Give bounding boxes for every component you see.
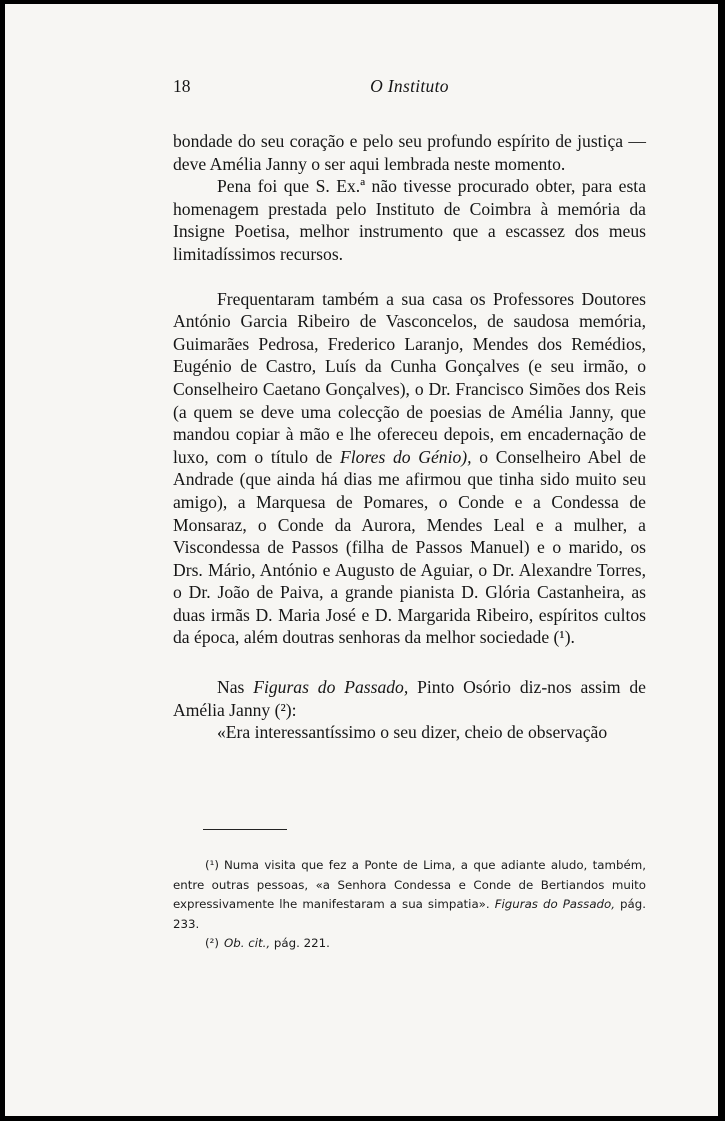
paragraph-3 <box>173 288 646 650</box>
footnote-1-title: Figuras do Passado, <box>494 897 616 911</box>
footnote-2-title: Ob. cit., <box>223 936 271 950</box>
footnote-1 <box>173 856 646 934</box>
paragraph-3-start: Frequentaram também a sua casa os Professores Doutores António Garcia Ribeiro de Vasconcelos, de saudosa memória, Guimarães Pedrosa, Frederico Laranjo, Mendes dos Remédios, Eugénio de Castro, Luís da Cunha Gonçalves (e seu irmão, o Conselheiro Caetano Gonçalves), o Dr. Francisco Simões dos Reis (a quem se deve uma colecção de poesias de Amélia Janny, que mandou copiar à mão e lhe ofereceu depois, em encadernação de luxo, com o título de <box>173 288 646 467</box>
paragraph-3-end: o Conselheiro Abel de Andrade (que ainda há dias me afirmou que tinha sido muito seu amigo), a Marquesa de Pomares, o Conde e a Condessa de Monsaraz, o Conde da Aurora, Mendes Leal e a mulher, a Viscondessa de Passos (filha de Passos Manuel) e o marido, os Drs. Mário, António e Augusto de Aguiar, o Dr. Alexandre Torres, o Dr. João de Paiva, a grande pianista D. Glória Castanheira, as duas irmãs D. Maria José e D. Margarida Ribeiro, espíritos cultos da época, além doutras senhoras da melhor sociedade (¹). <box>173 446 646 648</box>
paragraph-4-end: Pinto Osório diz-nos assim de Amélia Janny (²): <box>173 677 646 720</box>
paragraph-5: «Era interessantíssimo o seu dizer, cheio de observação <box>217 722 608 743</box>
footnote-1-text: Numa visita que fez a Ponte de Lima, a que adiante aludo, também, entre outras pessoas, «a Senhora Condessa e Conde de Bertiandos muito expressivamente lhe manifestaram a sua simpatia». <box>173 858 646 911</box>
footnotes <box>173 856 646 954</box>
footnote-2-marker: (²) <box>205 936 219 950</box>
paragraph-2: Pena foi que S. Ex.ª não tivesse procurado obter, para esta homenagem prestada pelo Instituto de Coimbra à memória da Insigne Poetisa, melhor instrumento que a escassez dos meus limitadíssimos recursos. <box>173 176 646 264</box>
paragraph-4-start: Nas <box>217 677 245 698</box>
footnote-2-page: pág. 221. <box>273 936 330 950</box>
page-header <box>173 76 646 100</box>
page-number: 18 <box>173 76 191 96</box>
book-page <box>5 4 718 1116</box>
footnote-2 <box>173 934 646 954</box>
book-title-flores: Flores do Génio), <box>340 446 472 467</box>
footnote-divider <box>203 829 287 830</box>
paragraph-1: bondade do seu coração e pelo seu profundo espírito de justiça — deve Amélia Janny o ser aqui lembrada neste momento. <box>173 131 646 174</box>
body-text <box>173 130 646 744</box>
footnote-1-marker: (¹) <box>205 858 219 872</box>
book-title-figuras: Figuras do Passado, <box>253 677 409 698</box>
footnote-1-page: pág. 233. <box>173 897 647 931</box>
running-title: O Instituto <box>370 76 449 96</box>
paragraph-4 <box>173 676 646 721</box>
